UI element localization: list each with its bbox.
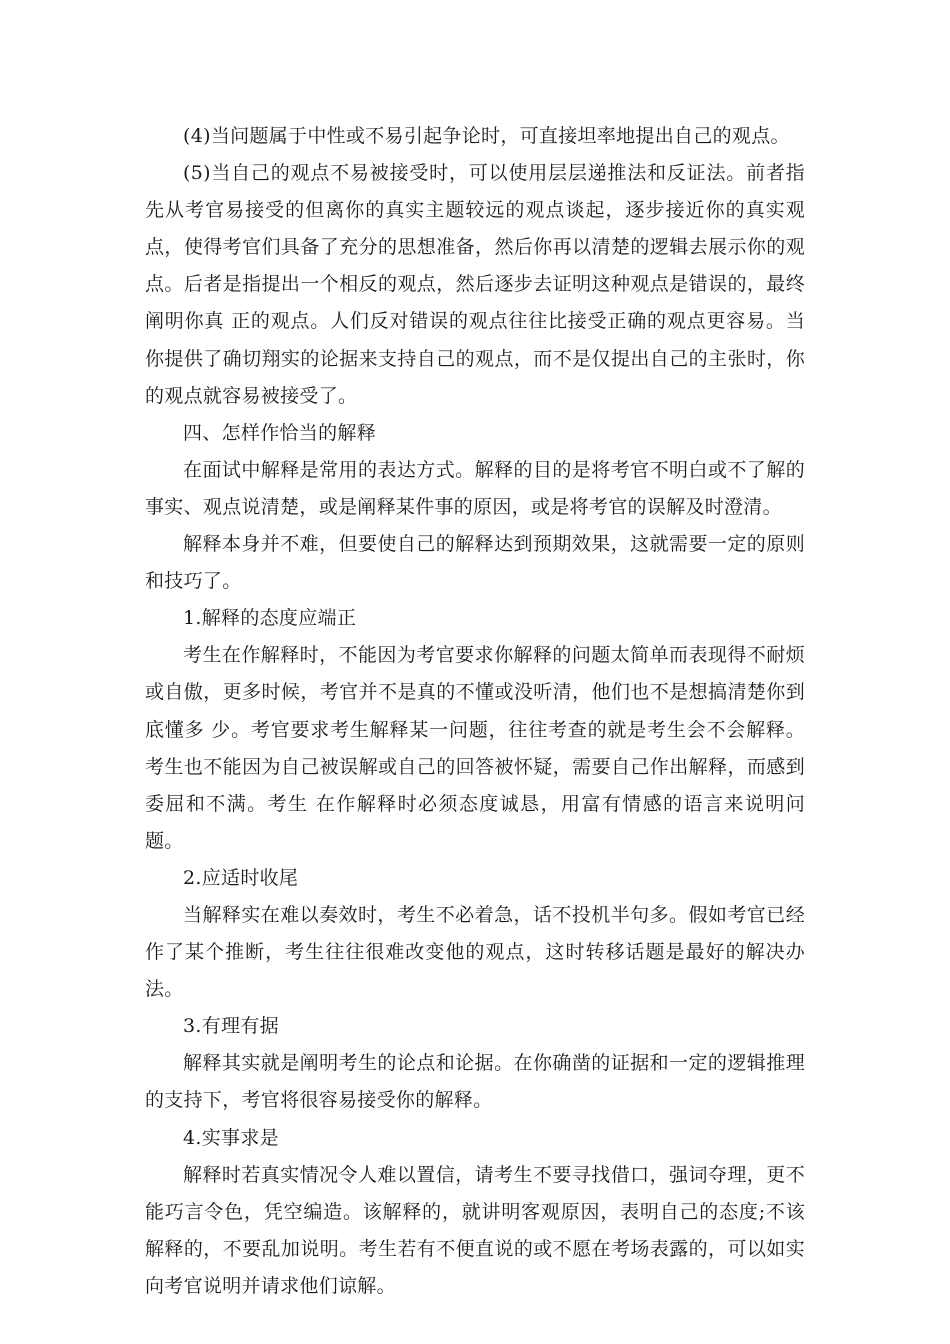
document-body — [145, 118, 805, 1305]
subheading-timely-end: 2.应适时收尾 — [183, 866, 299, 889]
paragraph-explanation-intro: 在面试中解释是常用的表达方式。解释的目的是将考官不明白或不了解的事实、观点说清楚，或是阐释某件事的原因，或是将考官的误解及时澄清。 — [145, 458, 805, 518]
paragraph-timely-end: 当解释实在难以奏效时，考生不必着急，话不投机半句多。假如考官已经作了某个推断，考生往往很难改变他的观点，这时转移话题是最好的解决办法。 — [145, 903, 805, 1001]
paragraph-attitude: 考生在作解释时，不能因为考官要求你解释的问题太简单而表现得不耐烦或自傲，更多时候，考官并不是真的不懂或没听清，他们也不是想搞清楚你到底懂多 少。考官要求考生解释某一问题，往往考查的就是考生会不会解释。考生也不能因为自己被误解或自己的回答被怀疑，需要自己作出解释，而感到委屈和不满。考生 在作解释时必须态度诚恳，用富有情感的语言来说明问题。 — [145, 644, 805, 852]
paragraph-explanation-principles: 解释本身并不难，但要使自己的解释达到预期效果，这就需要一定的原则和技巧了。 — [145, 533, 805, 593]
section-heading-explanation: 四、怎样作恰当的解释 — [183, 421, 377, 444]
paragraph-truthful: 解释时若真实情况令人难以置信，请考生不要寻找借口，强词夺理，更不能巧言令色，凭空编造。该解释的，就讲明客观原因，表明自己的态度;不该解释的，不要乱加说明。考生若有不便直说的或不愿在考场表露的，可以如实向考官说明并请求他们谅解。 — [145, 1163, 805, 1297]
subheading-truthful: 4.实事求是 — [183, 1126, 279, 1149]
subheading-reasoned: 3.有理有据 — [183, 1015, 279, 1038]
paragraph-reasoned: 解释其实就是阐明考生的论点和论据。在你确凿的证据和一定的逻辑推理的支持下，考官将很容易接受你的解释。 — [145, 1052, 805, 1112]
paragraph-point-4: (4)当问题属于中性或不易引起争论时，可直接坦率地提出自己的观点。 — [183, 125, 790, 147]
subheading-attitude: 1.解释的态度应端正 — [183, 607, 357, 630]
paragraph-point-5: (5)当自己的观点不易被接受时，可以使用层层递推法和反证法。前者指先从考官易接受的但离你的真实主题较远的观点谈起，逐步接近你的真实观 点，使得考官们具备了充分的思想准备，然后你再以清楚的逻辑去展示你的观点。后者是指提出一个相反的观点，然后逐步去证明这种观点是错误的，最终阐明你真 正的观点。人们反对错误的观点往往比接受正确的观点更容易。当你提供了确切翔实的论据来支持自己的观点，而不是仅提出自己的主张时，你的观点就容易被接受了。 — [145, 162, 805, 407]
